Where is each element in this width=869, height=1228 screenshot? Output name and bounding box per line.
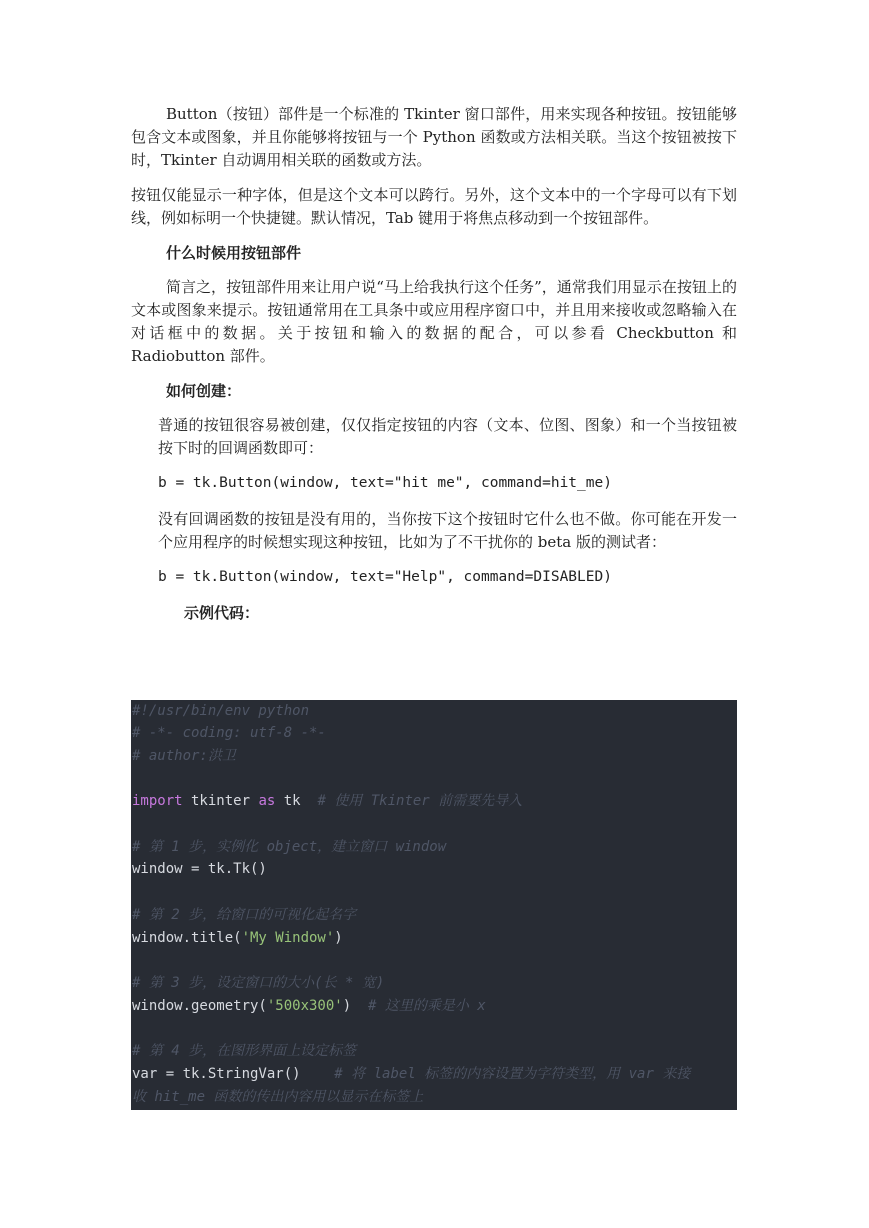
- code-string: 'My Window': [241, 930, 335, 946]
- keyword: import: [132, 793, 183, 809]
- callback-paragraph: 没有回调函数的按钮是没有用的，当你按下这个按钮时它什么也不做。你可能在开发一个应用程序的时候想实现这种按钮，比如为了不干扰你的 beta 版的测试者：: [158, 510, 737, 551]
- code-line: # author:洪卫: [132, 748, 236, 764]
- code-line: # 第 2 步，给窗口的可视化起名字: [132, 907, 357, 923]
- code-line: # -*- coding: utf-8 -*-: [132, 725, 326, 741]
- code-text: tk: [275, 793, 318, 809]
- code-line: [132, 1063, 690, 1085]
- keyword: as: [258, 793, 276, 809]
- when-paragraph: 简言之，按钮部件用来让用户说“马上给我执行这个任务”，通常我们用显示在按钮上的文本或图象来提示。按钮通常用在工具条中或应用程序窗口中，并且用来接收或忽略输入在对话框中的数据。关于按钮和输入的数据的配合，可以参看 Checkbutton 和 Radiobutton 部件。: [131, 278, 737, 365]
- code-line: [132, 790, 522, 812]
- code-line: [132, 995, 486, 1017]
- when-heading: 什么时候用按钮部件: [166, 244, 302, 262]
- code-text: window.title(: [132, 930, 242, 946]
- document-body: [131, 103, 737, 636]
- button-code-example: b = tk.Button(window, text="hit me", command=hit_me): [158, 475, 612, 491]
- code-line: # 第 1 步，实例化 object，建立窗口 window: [132, 839, 447, 855]
- code-comment: # 将 label 标签的内容设置为字符类型，用 var 来接: [334, 1066, 691, 1082]
- how-paragraph: 普通的按钮很容易被创建，仅仅指定按钮的内容（文本、位图、图象）和一个当按钮被按下时的回调函数即可：: [158, 416, 737, 457]
- code-comment: # 这里的乘是小 x: [368, 998, 486, 1014]
- code-string: '500x300': [266, 998, 343, 1014]
- how-heading: 如何创建：: [166, 382, 242, 400]
- font-paragraph: 按钮仅能显示一种字体，但是这个文本可以跨行。另外，这个文本中的一个字母可以有下划线，例如标明一个快捷键。默认情况，Tab 键用于将焦点移动到一个按钮部件。: [131, 186, 737, 227]
- code-block: [131, 700, 737, 1110]
- code-comment: # 使用 Tkinter 前需要先导入: [317, 793, 523, 809]
- code-line: 收 hit_me 函数的传出内容用以显示在标签上: [132, 1089, 424, 1105]
- code-line: [132, 927, 343, 949]
- code-text: var = tk.StringVar(): [132, 1066, 335, 1082]
- code-line: #!/usr/bin/env python: [132, 703, 310, 719]
- code-line: # 第 3 步，设定窗口的大小(长 * 宽): [132, 975, 385, 991]
- code-text: tkinter: [182, 793, 259, 809]
- code-line: window = tk.Tk(): [132, 861, 267, 877]
- code-text: ): [342, 998, 369, 1014]
- sample-heading: 示例代码：: [184, 604, 260, 622]
- disabled-code-example: b = tk.Button(window, text="Help", command=DISABLED): [158, 569, 612, 585]
- code-text: ): [334, 930, 343, 946]
- code-line: # 第 4 步，在图形界面上设定标签: [132, 1043, 357, 1059]
- code-text: window.geometry(: [132, 998, 267, 1014]
- intro-paragraph: Button（按钮）部件是一个标准的 Tkinter 窗口部件，用来实现各种按钮。按钮能够包含文本或图象，并且你能够将按钮与一个 Python 函数或方法相关联。当这个按钮被按下时，Tkinter 自动调用相关联的函数或方法。: [131, 105, 737, 169]
